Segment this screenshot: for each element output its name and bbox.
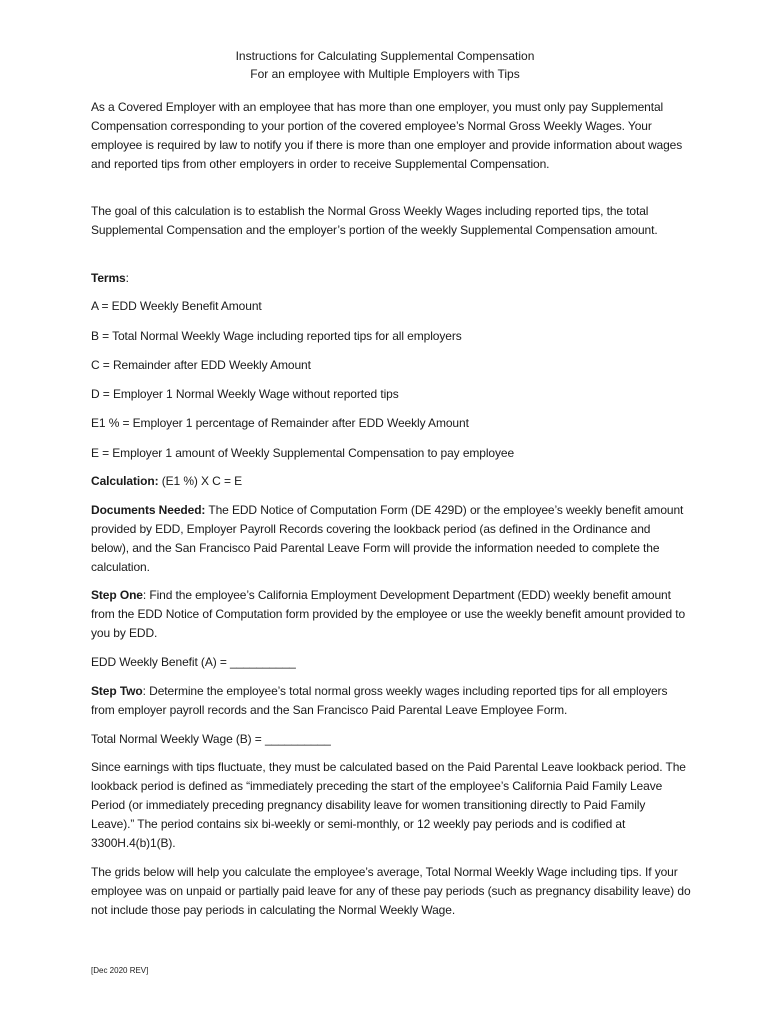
intro-paragraph: As a Covered Employer with an employee that has more than one employer, you must only pay Supplemental Compensation corresponding to your portion of the covered employee’s Normal Gross Weekly Wages. Your employee is required by law to notify you if there is more than one employer and provide information about wages and reported tips from other employers in order to receive Supplemental Compensation. (91, 100, 683, 171)
step-one-paragraph (91, 586, 691, 643)
step-one-label: Step One (91, 588, 143, 602)
calculation-label: Calculation: (91, 474, 159, 488)
calculation-line (91, 472, 691, 491)
term-b: B = Total Normal Weekly Wage including reported tips for all employers (91, 329, 462, 343)
lookback-paragraph: Since earnings with tips fluctuate, they must be calculated based on the Paid Parental Leave lookback period. The lookback period is defined as “immediately preceding the start of the employee’s California Paid Family Leave Period (or immediately preceding pregnancy disability leave for women transitioning directly to Paid Family Leave).” The period contains six bi-weekly or semi-monthly, or 12 weekly pay periods and is codified at 3300H.4(b)1(B). (91, 760, 686, 850)
terms-heading (91, 269, 691, 288)
step-one-text: : Find the employee’s California Employment Development Department (EDD) weekly benefit amount from the EDD Notice of Computation form provided by the employee or use the weekly benefit amount provided to you by EDD. (91, 588, 686, 640)
edd-weekly-benefit-field: EDD Weekly Benefit (A) = __________ (91, 655, 296, 669)
term-a: A = EDD Weekly Benefit Amount (91, 299, 262, 313)
documents-needed-text: The EDD Notice of Computation Form (DE 429D) or the employee’s weekly benefit amount provided by EDD, Employer Payroll Records covering the lookback period (as defined in the Ordinance and below), and the San Francisco Paid Parental Leave Form will provide the information needed to complete the calculation. (91, 503, 684, 574)
documents-needed-paragraph (91, 501, 691, 577)
term-e1: E1 % = Employer 1 percentage of Remainder after EDD Weekly Amount (91, 416, 469, 430)
step-two-text: : Determine the employee’s total normal gross weekly wages including reported tips for all employers from employer payroll records and the San Francisco Paid Parental Leave Employee Form. (91, 684, 668, 717)
step-two-paragraph (91, 682, 691, 720)
step-two-label: Step Two (91, 684, 143, 698)
calculation-formula: (E1 %) X C = E (158, 474, 243, 488)
terms-heading-label: Terms (91, 271, 126, 285)
grids-paragraph: The grids below will help you calculate the employee’s average, Total Normal Weekly Wage including tips. If your employee was on unpaid or partially paid leave for any of these pay periods (such as pregnancy disability leave) do not include those pay periods in calculating the Normal Weekly Wage. (91, 865, 691, 917)
term-c: C = Remainder after EDD Weekly Amount (91, 358, 311, 372)
documents-needed-label: Documents Needed: (91, 503, 206, 517)
total-normal-weekly-wage-field: Total Normal Weekly Wage (B) = __________ (91, 732, 331, 746)
term-d: D = Employer 1 Normal Weekly Wage without reported tips (91, 387, 399, 401)
document-title: Instructions for Calculating Supplemental Compensation (235, 49, 535, 63)
terms-heading-colon: : (125, 271, 129, 285)
revision-footer: [Dec 2020 REV] (91, 966, 149, 975)
term-e: E = Employer 1 amount of Weekly Supplemental Compensation to pay employee (91, 446, 515, 460)
goal-paragraph: The goal of this calculation is to establish the Normal Gross Weekly Wages including reported tips, the total Supplemental Compensation and the employer’s portion of the weekly Supplemental Compensation amount. (91, 204, 658, 237)
document-subtitle: For an employee with Multiple Employers with Tips (250, 67, 520, 81)
